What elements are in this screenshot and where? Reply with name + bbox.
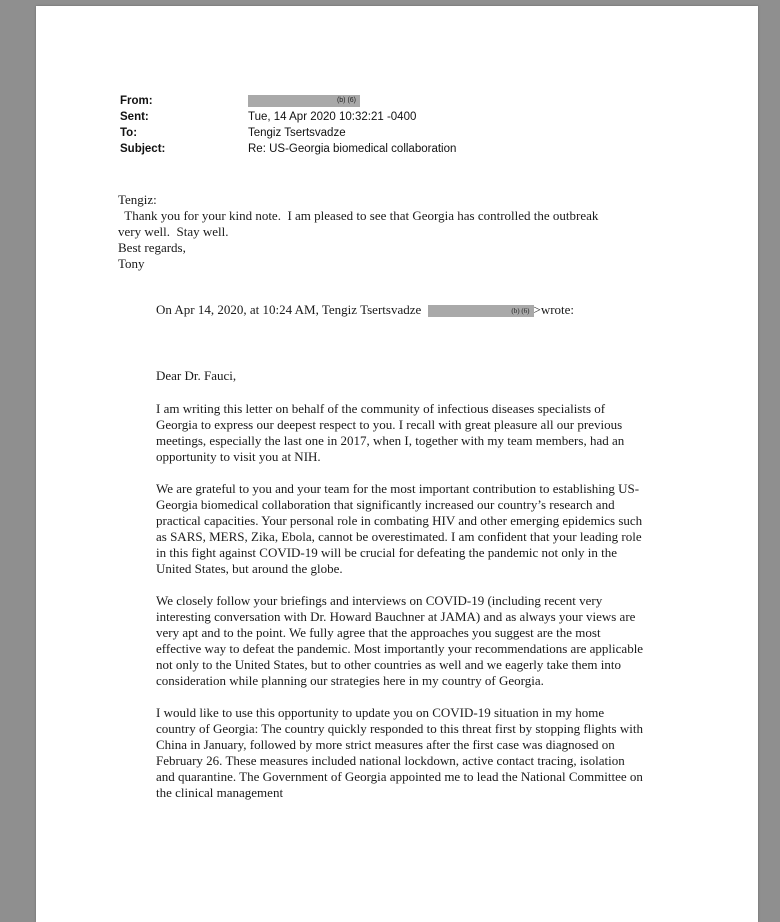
letter-paragraph: I would like to use this opportunity to update you on COVID-19 situation in my home country of Georgia: The country quickly responded to this threat first by stopping flights with China in January, followed by more strict measures after the first case was diagnosed on February 26. These measures included national lockdown, active contact tracing, isolation and quarantine. The Government of Georgia appointed me to lead the National Committee on the clinical management <box>156 705 643 800</box>
reply-signature: Tony <box>118 256 145 271</box>
quoted-header <box>156 302 574 318</box>
sent-value: Tue, 14 Apr 2020 10:32:21 -0400 <box>248 111 417 123</box>
letter-paragraph: We are grateful to you and your team for the most important contribution to establishing US-Georgia biomedical collaboration that significantly increased our country’s research and practical capacities. Your personal role in combating HIV and other emerging epidemics such as SARS, MERS, Zika, Ebola, cannot be overestimated. I am confident that your leading role in this fight against COVID-19 will be crucial for defeating the pandemic not only in the United States, but around the globe. <box>156 481 643 576</box>
quoted-intro: On Apr 14, 2020, at 10:24 AM, Tengiz Tsertsvadze <box>156 302 422 317</box>
letter-body <box>156 368 646 817</box>
letter-paragraph: We closely follow your briefings and interviews on COVID-19 (including recent very interesting conversation with Dr. Howard Bauchner at JAMA) and as always your views are very apt and to the point. We fully agree that the approaches you suggest are the most effective way to defeat the pandemic. Most importantly your recommendations are applicable not only to the United States, but to other countries as well and we eagerly take them into consideration while planning our strategies here in my country of Georgia. <box>156 593 644 688</box>
subject-label: Subject: <box>120 143 166 155</box>
to-label: To: <box>120 127 138 139</box>
from-label: From: <box>120 95 153 107</box>
letter-salutation: Dear Dr. Fauci, <box>156 368 237 383</box>
redaction-box: (b) (6) <box>248 95 360 107</box>
subject-value: Re: US-Georgia biomedical collaboration <box>248 143 457 155</box>
from-value <box>248 93 360 109</box>
reply-greeting: Tengiz: <box>118 192 157 207</box>
redaction-box: (b) (6) <box>428 305 534 317</box>
quoted-wrote: >wrote: <box>533 302 575 317</box>
document-page <box>36 6 758 922</box>
reply-line: Thank you for your kind note. I am pleased to see that Georgia has controlled the outbreak <box>118 208 599 223</box>
to-value: Tengiz Tsertsvadze <box>248 127 346 139</box>
reply-line: very well. Stay well. <box>118 224 229 239</box>
letter-paragraph: I am writing this letter on behalf of the community of infectious diseases specialists of Georgia to express our deepest respect to you. I recall with great pleasure all our previous meetings, especially the last one in 2017, when I, together with my team members, had an opportunity to visit you at NIH. <box>156 401 625 464</box>
sent-label: Sent: <box>120 111 149 123</box>
reply-message <box>118 192 598 272</box>
reply-closing: Best regards, <box>118 240 186 255</box>
